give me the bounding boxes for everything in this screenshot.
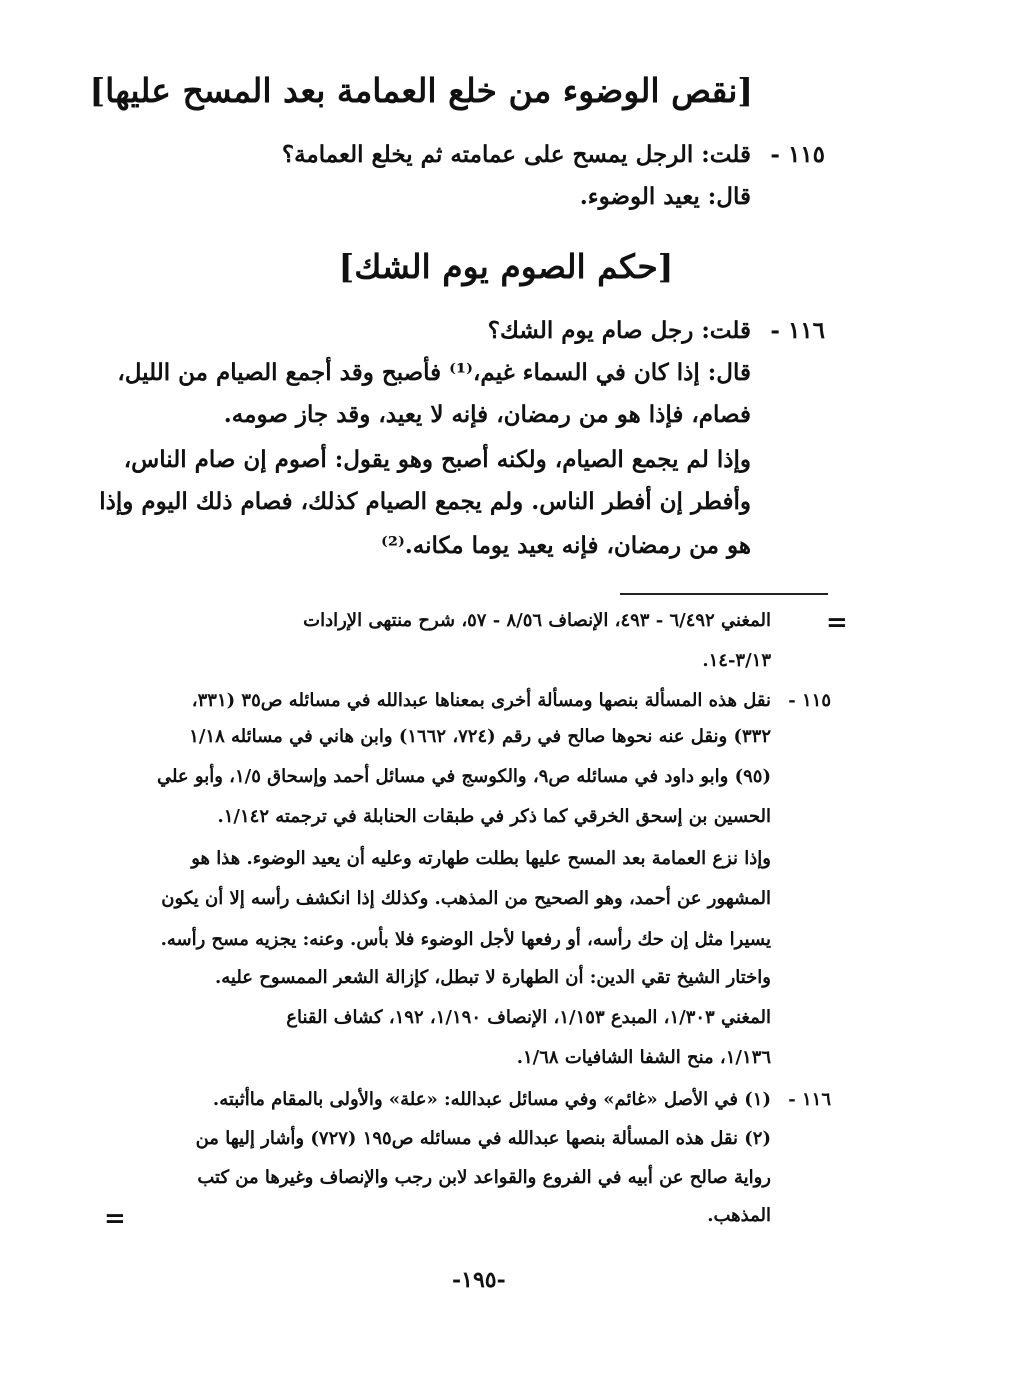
answer-116-line-3: وإذا لم يجمع الصيام، ولكنه أصبح وهو يقول: أصوم إن صام الناس، [123,446,751,473]
answer-116-line-5: هو من رمضان، فإنه يعيد يوما مكانه.⁽²⁾ [381,532,751,559]
question-115: قلت: الرجل يمسح على عمامته ثم يخلع العمامة؟ [281,141,751,168]
footnote-116-line-1: (١) في الأصل «غائم» وفي مسائل عبدالله: «علة» والأولى بالمقام ماأثبته. [212,1089,771,1110]
question-116: قلت: رجل صام يوم الشك؟ [487,317,751,344]
footnote-115-line-10: ١/١٣٦، منح الشفا الشافيات ١/٦٨. [516,1047,771,1068]
answer-116-line-1: قال: إذا كان في السماء غيم،⁽¹⁾ فأصبح وقد أجمع الصيام من الليل، [117,359,751,386]
footnote-115-line-6: المشهور عن أحمد، وهو الصحيح من المذهب. وكذلك إذا انكشف رأسه إلا أن يكون [161,888,771,909]
footnote-115-line-2: ٣٣٢) ونقل عنه نحوها صالح في رقم (٧٢٤، ١٦٦٢) وابن هاني في مسائله ١/١٨ [189,726,771,747]
question-number-115: ١١٥ - [770,141,825,168]
footnote-115-line-9: المغني ١/٣٠٣، المبدع ١/١٥٣، الإنصاف ١/١٩٠، ١٩٢، كشاف القناع [286,1007,771,1028]
answer-116-line-2: فصام، فإذا هو من رمضان، فإنه لا يعيد، وقد جاز صومه. [223,401,751,428]
footnote-115-line-3: (٩٥) وابو داود في مسائله ص٩، والكوسج في مسائل أحمد وإسحاق ١/٥، وأبو علي [156,766,771,787]
footnote-115-line-4: الحسين بن إسحق الخرقي كما ذكر في طبقات الحنابلة في ترجمته ١/١٤٢. [217,806,771,827]
answer-116-line-4: وأفطر إن أفطر الناس. ولم يجمع الصيام كذلك، فصام ذلك اليوم وإذا [99,488,751,515]
continuation-mark: = [826,608,848,638]
question-number-116: ١١٦ - [770,317,825,344]
footnote-continuation-line-2: ٣/١٣-١٤. [702,650,771,671]
page-number: -١٩٥- [452,1267,506,1293]
footnote-116-line-4: المذهب. [707,1205,771,1226]
footnote-115-line-7: يسيرا مثل إن حك رأسه، أو رفعها لأجل الوضوء فلا بأس. وعنه: يجزيه مسح رأسه. [160,929,771,950]
section-heading-fasting: [حكم الصوم يوم الشك] [338,247,674,286]
footnote-continuation-line-1: المغني ٦/٤٩٢ - ٤٩٣، الإنصاف ٨/٥٦ - ٥٧، شرح منتهى الإرادات [303,610,771,631]
footnote-115-line-1: نقل هذه المسألة بنصها ومسألة أخرى بمعناها عبدالله في مسائله ص٣٥ (٣٣١، [191,690,771,711]
section-heading-ablution: [نقص الوضوء من خلع العمامة بعد المسح عليها] [89,71,753,110]
footnote-116-line-3: رواية صالح عن أبيه في الفروع والقواعد لابن رجب والإنصاف وغيرها من كتب [197,1167,771,1188]
answer-115: قال: يعيد الوضوء. [579,183,751,210]
footnote-115-line-5: وإذا نزع العمامة بعد المسح عليها بطلت طهارته وعليه أن يعيد الوضوء. هذا هو [191,848,771,869]
footnote-number-116: ١١٦ - [788,1089,831,1110]
footnote-116-line-2: (٢) نقل هذه المسألة بنصها عبدالله في مسائله ص١٩٥ (٧٢٧) وأشار إليها من [195,1128,771,1149]
footnote-separator [620,593,828,595]
footnote-number-115: ١١٥ - [788,690,831,711]
footnote-115-line-8: واختار الشيخ تقي الدين: أن الطهارة لا تبطل، كإزالة الشعر الممسوح عليه. [214,967,771,988]
end-continuation-mark: = [104,1204,126,1234]
